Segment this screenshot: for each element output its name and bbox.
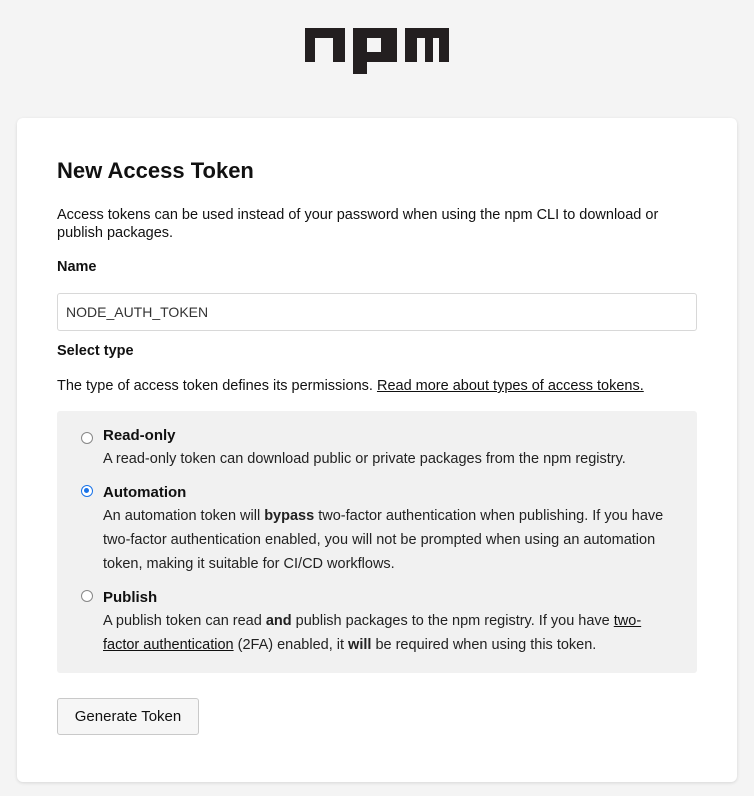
automation-desc-bold: bypass: [264, 508, 315, 524]
read-only-title[interactable]: Read-only: [103, 427, 176, 444]
read-only-radio[interactable]: [81, 432, 93, 444]
read-only-description: A read-only token can download public or private packages from the npm registry.: [103, 451, 626, 467]
publish-desc-bold-2: will: [348, 637, 372, 653]
automation-radio[interactable]: [81, 485, 93, 497]
publish-radio[interactable]: [81, 590, 93, 602]
automation-desc-post: two-factor authentication when publishing. If you have two-factor authentication enabled, you will not be prompted when using an automation token, making it suitable for CI/CD workflows.: [103, 508, 664, 572]
select-type-label: Select type: [57, 343, 134, 359]
intro-text: Access tokens can be used instead of your password when using the npm CLI to download or publish packages.: [57, 207, 659, 241]
npm-logo[interactable]: [305, 28, 449, 74]
npm-logo-container: [0, 28, 754, 74]
publish-description: [103, 609, 673, 657]
name-label: Name: [57, 259, 97, 275]
automation-title[interactable]: Automation: [103, 484, 187, 501]
generate-token-button[interactable]: Generate Token: [57, 698, 199, 735]
publish-desc-bold-1: and: [265, 613, 292, 629]
automation-desc-pre: An automation token will: [103, 508, 265, 524]
automation-description: [103, 504, 673, 576]
publish-desc-2: publish packages to the npm registry. If you have: [291, 613, 614, 629]
token-types-link[interactable]: Read more about types of access tokens.: [376, 378, 644, 394]
publish-desc-4: be required when using this token.: [371, 637, 597, 653]
type-description-text: The type of access token defines its permissions.: [57, 378, 377, 394]
new-token-card: [17, 118, 737, 782]
page-title: New Access Token: [57, 158, 254, 183]
publish-desc-3: (2FA) enabled, it: [233, 637, 349, 653]
token-type-options: [57, 411, 697, 673]
publish-title[interactable]: Publish: [103, 589, 158, 606]
two-factor-link[interactable]: two-factor authentication: [103, 613, 642, 653]
publish-desc-1: A publish token can read: [103, 613, 266, 629]
type-description: [57, 378, 644, 394]
token-name-input[interactable]: [57, 293, 697, 331]
